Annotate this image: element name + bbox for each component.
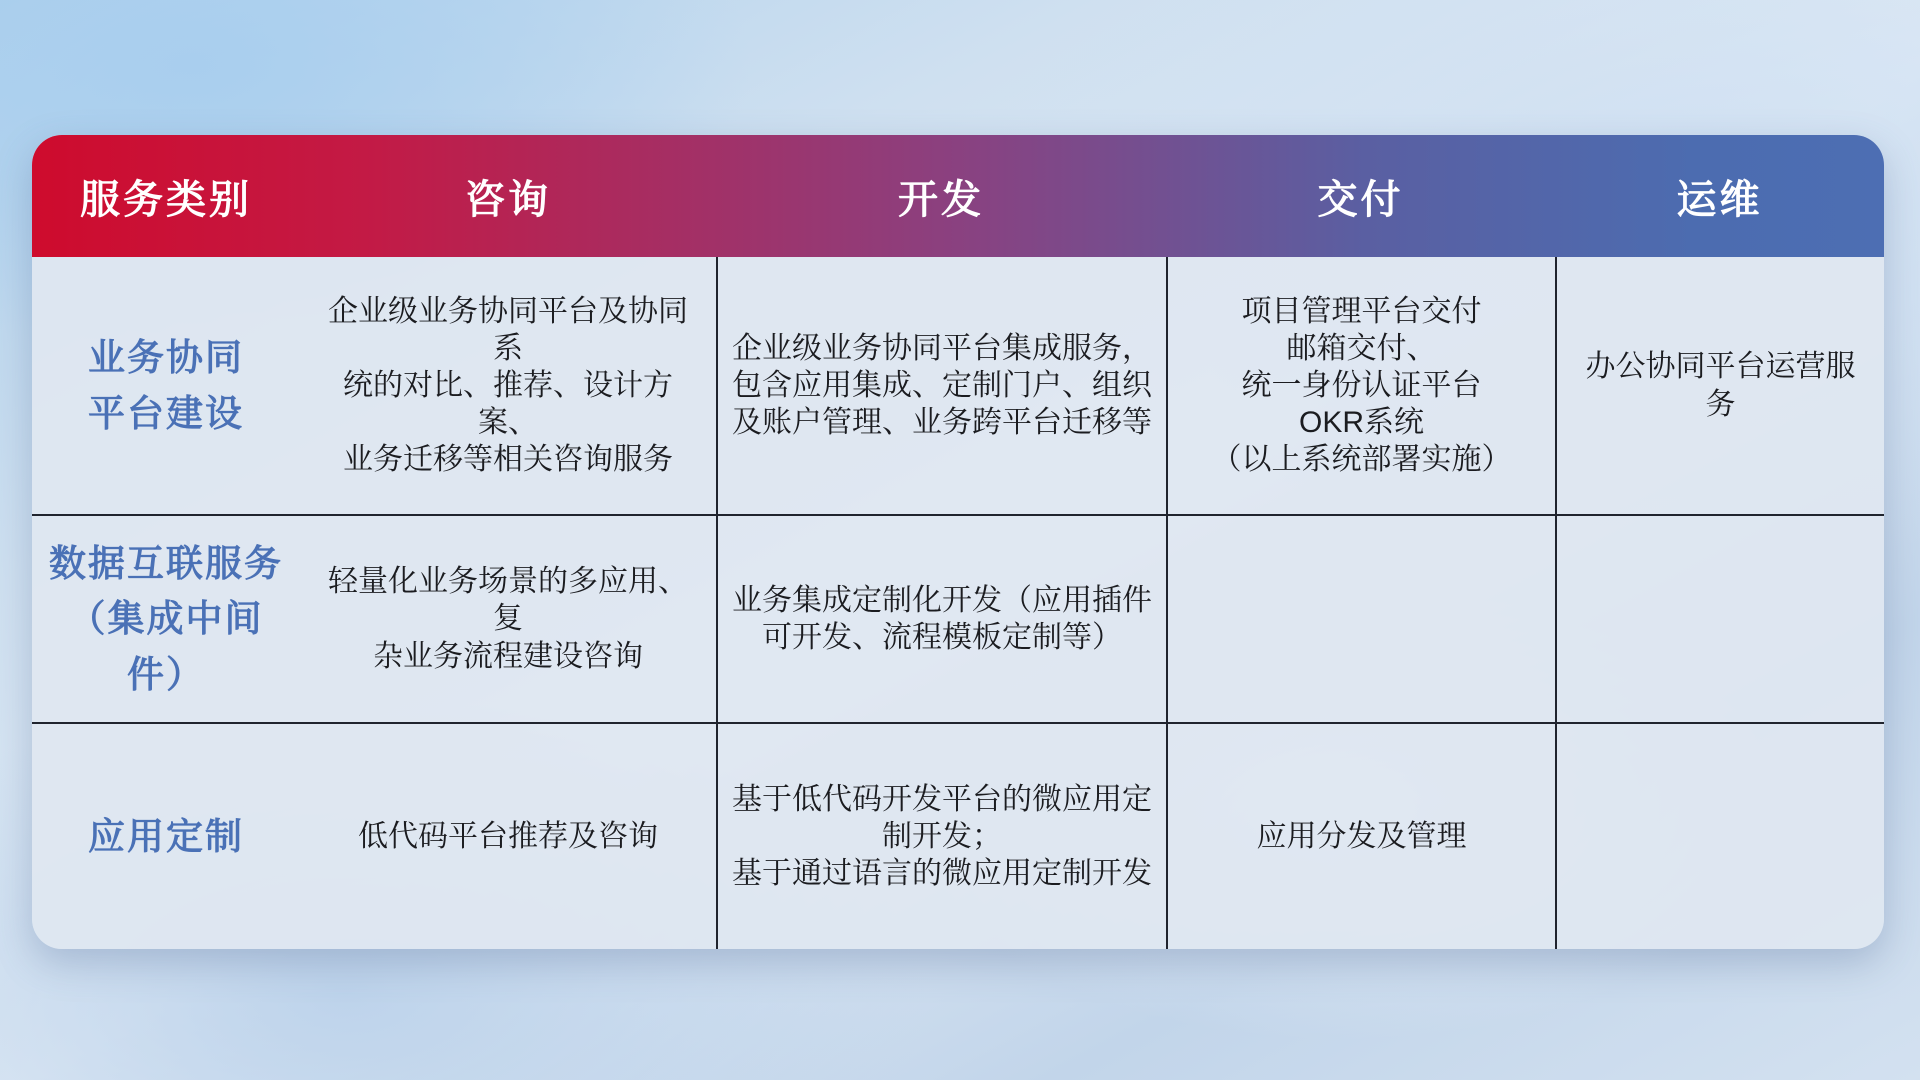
cell-r3-delivery: 应用分发及管理 xyxy=(1166,724,1555,949)
header-operations: 运维 xyxy=(1676,177,1763,222)
cell-r1-consulting: 企业级业务协同平台及协同系 统的对比、推荐、设计方案、 业务迁移等相关咨询服务 xyxy=(328,294,688,477)
header-development: 开发 xyxy=(898,177,984,222)
services-table xyxy=(32,135,1884,949)
cell-r1-development: 企业级业务协同平台集成服务， 包含应用集成、定制门户、组织 及账户管理、业务跨平台迁移等 xyxy=(716,257,1166,514)
cell-r2-delivery xyxy=(1166,516,1555,722)
table-row-data-interconnect xyxy=(32,514,1884,722)
cell-r1-operations: 办公协同平台运营服务 xyxy=(1555,257,1884,514)
cell-r3-operations xyxy=(1555,724,1884,949)
cell-r2-development: 业务集成定制化开发（应用插件 可开发、流程模板定制等） xyxy=(716,516,1166,722)
cell-r2-category: 数据互联服务 （集成中间件） xyxy=(49,542,283,695)
cell-r1-delivery: 项目管理平台交付 邮箱交付、 统一身份认证平台 OKR系统 （以上系统部署实施） xyxy=(1166,257,1555,514)
cell-r2-operations xyxy=(1555,516,1884,722)
header-delivery: 交付 xyxy=(1317,177,1404,222)
header-consulting: 咨询 xyxy=(465,177,551,222)
cell-r3-category: 应用定制 xyxy=(88,815,244,857)
table-row-app-customization xyxy=(32,722,1884,949)
table-row-collab-platform xyxy=(32,257,1884,514)
table-header-row xyxy=(32,135,1884,257)
cell-r1-category: 业务协同 平台建设 xyxy=(88,337,244,434)
header-service-category: 服务类别 xyxy=(80,177,252,222)
cell-r3-development: 基于低代码开发平台的微应用定 制开发； 基于通过语言的微应用定制开发 xyxy=(716,724,1166,949)
cell-r2-consulting: 轻量化业务场景的多应用、复 杂业务流程建设咨询 xyxy=(328,565,688,673)
cell-r3-consulting: 低代码平台推荐及咨询 xyxy=(358,819,658,853)
